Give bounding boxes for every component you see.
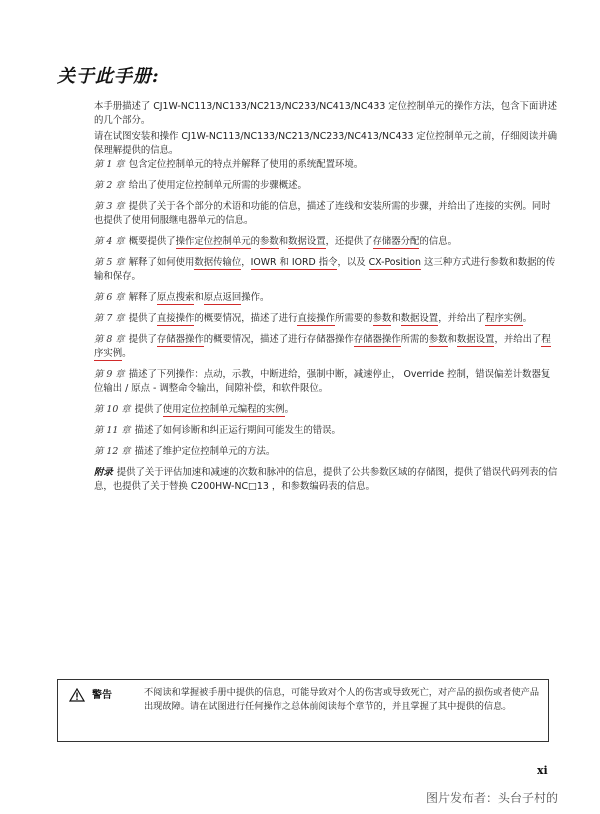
chapter-text: 的信息。 [419, 236, 457, 247]
chapter-text: 操作。 [241, 292, 270, 303]
chapter-item [94, 403, 558, 417]
chapter-text: ，还提供了 [325, 236, 373, 247]
chapter-item [94, 466, 558, 494]
underlined-term: 数据设置 [456, 334, 495, 345]
underlined-term: 原点返回 [203, 292, 242, 303]
chapter-text: 概要提供了 [128, 236, 176, 247]
underlined-term: 数据设置 [400, 313, 439, 324]
chapter-label: 第 6 章 [94, 292, 125, 303]
underlined-term: IOWR 和 IORD 指令 [250, 257, 338, 268]
underlined-term: 原点搜索 [156, 292, 195, 303]
chapter-item [94, 235, 558, 249]
chapter-item [94, 256, 558, 284]
chapter-label: 第 11 章 [94, 425, 131, 436]
underlined-term: 直接操作 [297, 313, 335, 324]
chapter-text: 解释了 [128, 292, 157, 303]
warning-box [57, 679, 549, 742]
chapter-label: 第 1 章 [94, 159, 125, 170]
chapter-text: 解释了如何使用 [128, 257, 195, 268]
chapter-text: 提供了关于评估加速和减速的次数和脉冲的信息，提供了公共参数区域的存储图，提供了错误代码列表的信息，也提供了关于替换 C200HW-NC□13 ，和参数编码表的信息。 [94, 467, 558, 492]
warning-text: 不阅读和掌握被手册中提供的信息，可能导致对个人的伤害或导致死亡，对产品的损伤或者使产品出现故障。请在试图进行任何操作之总体前阅读每个章节的，并且掌握了其中提供的信息。 [144, 687, 540, 712]
warning-triangle-icon [69, 688, 85, 702]
chapter-label: 附录 [94, 467, 113, 478]
chapter-text: 给出了使用定位控制单元所需的步骤概述。 [128, 180, 307, 191]
chapter-item [94, 158, 558, 172]
chapter-text: ，并给出了 [438, 313, 486, 324]
chapter-text: 和 [194, 292, 204, 303]
chapter-text: 提供了 [128, 334, 157, 345]
underlined-term: 程序实例 [485, 313, 523, 324]
chapter-text: 的概要情况，描述了进行 [194, 313, 298, 324]
chapter-label: 第 12 章 [94, 446, 131, 457]
chapter-item [94, 200, 558, 228]
chapter-list [94, 158, 558, 501]
underlined-term: 使用定位控制单元编程的实例 [162, 404, 285, 415]
chapter-text: 和 [391, 313, 401, 324]
chapter-item [94, 333, 558, 361]
underlined-term: 参数 [428, 334, 448, 345]
page-title: 关于此手册: [57, 66, 160, 87]
chapter-text: 。 [284, 404, 295, 415]
underlined-term: 存储器操作 [156, 334, 204, 345]
chapter-label: 第 3 章 [94, 201, 125, 212]
underlined-term: CX-Position [368, 257, 421, 268]
underlined-term: 程序实例 [94, 334, 551, 359]
chapter-item [94, 368, 558, 396]
chapter-label: 第 8 章 [94, 334, 125, 345]
chapter-text: ，以及 [337, 257, 369, 268]
chapter-text: 描述了如何诊断和纠正运行期间可能发生的错误。 [134, 425, 341, 436]
chapter-item [94, 424, 558, 438]
chapter-text: 包含定位控制单元的特点并解释了使用的系统配置环境。 [128, 159, 364, 170]
underlined-term: 参数 [259, 236, 279, 247]
chapter-text: 的 [250, 236, 260, 247]
chapter-text: 提供了关于各个部分的术语和功能的信息，描述了连线和安装所需的步骤，并给出了连接的实例。同时也提供了使用伺服继电器单元的信息。 [94, 201, 551, 226]
chapter-label: 第 4 章 [94, 236, 125, 247]
chapter-label: 第 7 章 [94, 313, 125, 324]
chapter-label: 第 2 章 [94, 180, 125, 191]
chapter-label: 第 9 章 [94, 369, 125, 380]
chapter-item [94, 179, 558, 193]
watermark-text: 图片发布者：头台子村的 [426, 791, 559, 805]
chapter-text: 这三种方式进行参数和数据的传输和保存。 [94, 257, 556, 282]
underlined-term: 存储器分配 [372, 236, 420, 247]
chapter-label: 第 10 章 [94, 404, 131, 415]
underlined-term: 数据设置 [288, 236, 326, 247]
underlined-term: 操作定位控制单元 [175, 236, 251, 247]
chapter-item [94, 312, 558, 326]
underlined-term: 存储器操作 [353, 334, 401, 345]
chapter-text: 和 [447, 334, 457, 345]
warning-label: 警告 [92, 690, 112, 701]
underlined-term: 数据传输位 [194, 257, 242, 268]
chapter-text: 描述了维护定位控制单元的方法。 [134, 446, 276, 457]
page-number: xi [537, 764, 548, 777]
chapter-text: 所需要的 [335, 313, 373, 324]
chapter-text: 和 [278, 236, 289, 247]
chapter-text: 所需的 [400, 334, 429, 345]
chapter-text: ，并给出了 [494, 334, 542, 345]
intro-paragraph-1: 本手册描述了 CJ1W-NC113/NC133/NC213/NC233/NC413/NC433 定位控制单元的操作方法，包含下面讲述的几个部分。 [94, 101, 558, 126]
chapter-item [94, 445, 558, 459]
chapter-label: 第 5 章 [94, 257, 125, 268]
chapter-text: 提供了 [134, 404, 163, 415]
chapter-text: 的概要情况，描述了进行存储器操作 [203, 334, 354, 345]
underlined-term: 参数 [372, 313, 392, 324]
chapter-text: ， [241, 257, 251, 268]
underlined-term: 直接操作 [156, 313, 195, 324]
intro-paragraph-2: 请在试图安装和操作 CJ1W-NC113/NC133/NC213/NC233/NC413/NC433 定位控制单元之前，仔细阅读并确保理解提供的信息。 [94, 131, 558, 156]
chapter-text: 。 [522, 313, 532, 324]
chapter-text: 。 [122, 348, 132, 359]
chapter-text: 提供了 [128, 313, 157, 324]
chapter-item [94, 291, 558, 305]
chapter-text: 描述了下列操作：点动，示教，中断进给，强制中断，减速停止， Override 控制，错误偏差计数器复位输出 / 原点 - 调整命令输出，间隙补偿，和软件限位。 [94, 369, 551, 394]
